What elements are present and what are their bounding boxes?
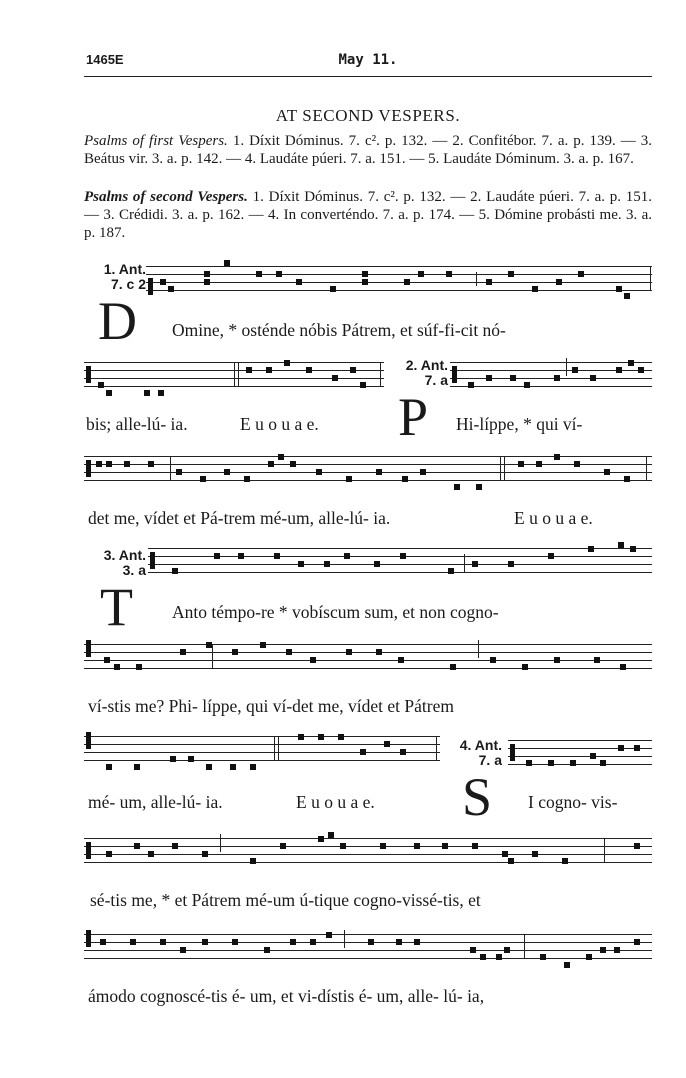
lyric-line-3b: E u o u a e. <box>514 508 593 528</box>
psalms-first-label: Psalms of first Vespers. <box>84 133 228 149</box>
initial-s: S <box>462 767 493 827</box>
initial-d: D <box>98 291 137 351</box>
staff-2b <box>450 362 652 386</box>
initial-p: P <box>398 387 429 447</box>
lyric-line-1: Omine, * osténde nóbis Pátrem, et súf-fi-cit nó- <box>172 320 506 340</box>
psalms-second-label: Psalms of second Vespers. <box>84 189 248 205</box>
antiphon-2-mode: 7. a <box>424 372 448 388</box>
antiphon-4-label: 4. Ant. 7. a <box>440 738 502 768</box>
lyric-line-2a: bis; alle-lú- ia. <box>86 414 188 434</box>
staff-6a <box>84 736 440 760</box>
lyric-line-8: ámodo cognoscé-tis é- um, et vi-dístis é- um, alle- lú- ia, <box>88 986 485 1006</box>
staff-8 <box>84 934 652 958</box>
antiphon-1-label: 1. Ant. 7. c 2 <box>84 262 146 292</box>
antiphon-4-mode: 7. a <box>478 752 502 768</box>
lyric-line-2b: E u o u a e. <box>240 414 319 434</box>
antiphon-2-label: 2. Ant. 7. a <box>386 358 448 388</box>
antiphon-1-mode: 7. c 2 <box>110 276 146 292</box>
lyric-line-6c: I cogno- vis- <box>528 792 618 812</box>
page-header <box>86 52 650 72</box>
psalms-first-vespers <box>84 132 652 168</box>
page-number: 1465E <box>86 52 124 67</box>
section-title: AT SECOND VESPERS. <box>275 106 461 125</box>
lyric-line-7: sé-tis me, * et Pátrem mé-um ú-tique cogno-vissé-tis, et <box>90 890 481 910</box>
lyric-line-4: Anto témpo-re * vobíscum sum, et non cogno- <box>172 602 499 622</box>
staff-3 <box>84 456 652 480</box>
lyric-line-2c: Hi-líppe, * qui ví- <box>456 414 583 434</box>
staff-2a <box>84 362 384 386</box>
staff-5 <box>84 644 652 668</box>
antiphon-3-label: 3. Ant. 3. a <box>84 548 146 578</box>
psalms-second-text: 1. Díxit Dóminus. 7. c². p. 132. — 2. Laudáte púeri. 7. a. p. 151. — 3. Crédidi. 3. a. p. 162. — 4. In converténdo. 7. a. p. 174. — 5. Dómine probásti me. 3. a. p. 187. <box>84 189 652 241</box>
psalms-second-vespers <box>84 188 652 242</box>
staff-6b <box>508 740 652 764</box>
lyric-line-3a: det me, vídet et Pá-trem mé-um, alle-lú- ia. <box>88 508 391 528</box>
lyric-line-6a: mé- um, alle-lú- ia. <box>88 792 223 812</box>
lyric-line-6b: E u o u a e. <box>296 792 375 812</box>
staff-7 <box>84 838 652 862</box>
header-rule <box>84 76 652 77</box>
staff-4 <box>148 548 652 572</box>
psalms-first-text: 1. Díxit Dóminus. 7. c². p. 132. — 2. Confitébor. 7. a. p. 139. — 3. Beátus vir. 3. a. p. 142. — 4. Laudáte púeri. 7. a. 151. — 5. Laudáte Dóminum. 3. a. p. 167. <box>84 133 653 167</box>
initial-t: T <box>100 577 133 637</box>
lyric-line-5: ví-stis me? Phi- líppe, qui ví-det me, vídet et Pátrem <box>88 696 454 716</box>
staff-1 <box>146 266 652 290</box>
antiphon-3-mode: 3. a <box>122 562 146 578</box>
header-date: May 11. <box>338 52 398 68</box>
